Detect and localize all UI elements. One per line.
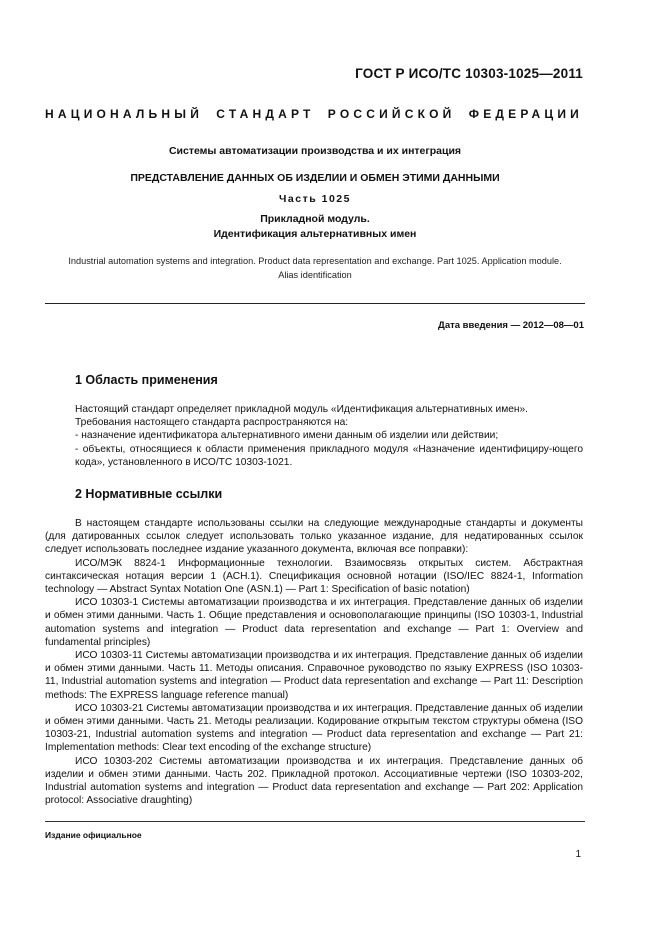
title-module: Прикладной модуль. [260,213,370,225]
section-2-heading: 2 Нормативные ссылки [75,487,223,501]
reference-entry: ИСО 10303-11 Системы автоматизации производства и их интеграция. Представление данных об изделии и обмен этими данными. Часть 11. Методы описания. Справочное руководство по языку EXPRESS (ISO 10303-11, Industrial automation systems and integration — Product data representation and exchange — Part 11: Description methods: The EXPRESS language reference manual) [45,650,583,701]
paragraph: В настоящем стандарте использованы ссылки на следующие международные стандарты и документы (для датированных ссылок следует использовать только указанное издание, для недатированных ссылок следует использовать последнее издание указанного документа, включая все поправки): [45,518,583,556]
title-series: Системы автоматизации производства и их интеграция [168,145,462,157]
national-standard-banner [45,107,583,121]
section-2-body [45,517,583,807]
title-main: ПРЕДСТАВЛЕНИЕ ДАННЫХ ОБ ИЗДЕЛИИ И ОБМЕН ЭТИМИ ДАННЫМИ [130,172,500,184]
reference-entry: ИСО 10303-21 Системы автоматизации производства и их интеграция. Представление данных об изделии и обмен этими данными. Часть 21. Методы реализации. Кодирование открытым текстом структуры обмена (ISO 10303-21, Industrial automation systems and integration — Product data representation and exchange — Part 21: Implementation methods: Clear text encoding of the exchange structure) [45,702,583,754]
edition-label: Издание официальное [45,830,142,840]
paragraph: Требования настоящего стандарта распространяются на: [75,417,349,429]
reference-entry: ИСО 10303-1 Системы автоматизации производства и их интеграция. Представление данных об изделии и обмен этими данными. Часть 1. Общие представления и основополагающие принципы (ISO 10303-1, Industrial automation systems and integration — Product data representation and exchange — Part 1: Overview and fundamental principles) [45,597,583,648]
banner-word: СТАНДАРТ [216,107,315,121]
title-module-name: Идентификация альтернативных имен [213,228,417,240]
paragraph: Настоящий стандарт определяет прикладной модуль «Идентификация альтернативных имен». [75,404,528,415]
paragraph: - объекты, относящиеся к области применения прикладного модуля «Назначение идентифициру-ющего кода», установленного в ИСО/ТС 10303-1021. [75,443,583,468]
section-1-body [75,403,583,469]
reference-entry: ИСО/МЭК 8824-1 Информационные технологии. Взаимосвязь открытых систем. Абстрактная синтаксическая нотация версии 1 (АСН.1). Спецификация основной нотации (ISO/IEC 8824-1, Information technology — Abstract Syntax Notation One (ASN.1) — Part 1: Specification of basic notation) [45,557,583,596]
paragraph: - назначение идентификатора альтернативного имени данным об изделии или действии; [75,430,499,442]
banner-word: НАЦИОНАЛЬНЫЙ [45,107,204,121]
page-number: 1 [575,849,581,860]
banner-word: РОССИЙСКОЙ [327,107,456,121]
introduction-date: Дата введения — 2012—08—01 [438,320,584,331]
document-code: ГОСТ Р ИСО/ТС 10303-1025—2011 [355,66,583,81]
banner-word: ФЕДЕРАЦИИ [468,107,583,121]
footer-divider [45,821,585,822]
divider-line [45,303,585,304]
reference-entry: ИСО 10303-202 Системы автоматизации производства и их интеграция. Представление данных об изделии и обмен этими данными. Часть 202. Прикладной протокол. Ассоциативные чертежи (ISO 10303-202, Industrial automation systems and integration — Product data representation and exchange — Part 202: Application protocol: Associative draughting) [45,755,583,807]
title-part: Часть 1025 [279,193,351,205]
section-1-heading: 1 Область применения [75,373,218,387]
title-english: Industrial automation systems and integration. Product data representation and exchange. Part 1025. Application module. Alias identification [68,256,562,280]
